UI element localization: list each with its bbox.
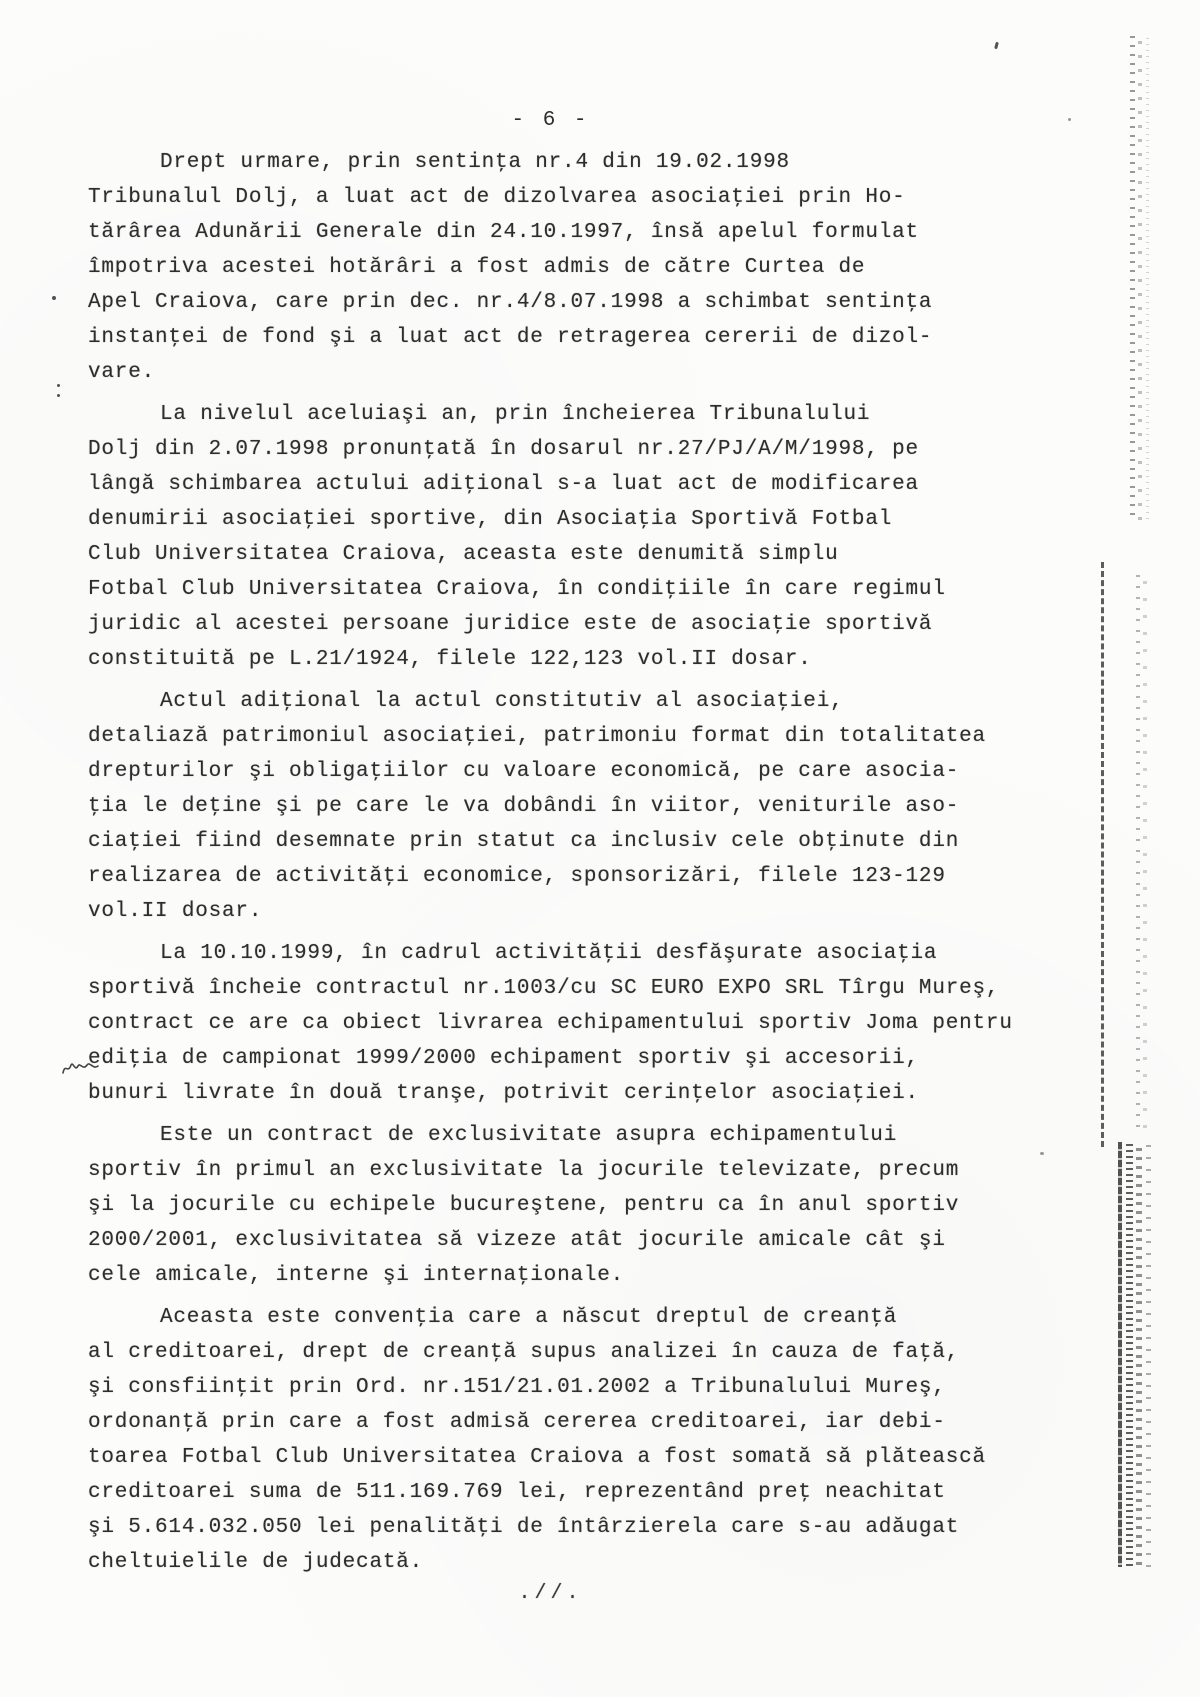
text-line: juridic al acestei persoane juridice este de asociaţie sportivă (88, 613, 933, 636)
scan-speck (994, 42, 999, 50)
text-line: drepturilor şi obligaţiilor cu valoare economică, pe care asocia- (88, 760, 960, 783)
text-line: Drept urmare, prin sentinţa nr.4 din 19.02.1998 (160, 151, 790, 174)
text-line: bunuri livrate în două tranşe, potrivit cerinţelor asociaţiei. (88, 1082, 919, 1105)
scan-speck (57, 394, 60, 397)
text-line: denumirii asociaţiei sportive, din Asociaţia Sportivă Fotbal (88, 508, 893, 531)
scan-artifact-bleedthrough-top (1128, 36, 1152, 521)
scan-artifact-fold-line (1101, 562, 1104, 1147)
scan-speck (1040, 1152, 1044, 1155)
text-line: contract ce are ca obiect livrarea echipamentului sportiv Joma pentru (88, 1012, 1013, 1035)
text-line: lângă schimbarea actului adiţional s-a luat act de modificarea (88, 473, 919, 496)
paragraph (88, 936, 1013, 1111)
paragraph (88, 1118, 1013, 1293)
paragraph (88, 1300, 1013, 1580)
text-line: vare. (88, 361, 156, 384)
page-number: - 6 - (511, 109, 590, 132)
scan-speck (57, 384, 60, 387)
scan-speck (1068, 118, 1071, 121)
text-line: vol.II dosar. (88, 900, 263, 923)
text-line: 2000/2001, exclusivitatea să vizeze atât jocurile amicale cât şi (88, 1229, 946, 1252)
text-line: cheltuielile de judecată. (88, 1551, 424, 1574)
text-line: şi la jocurile cu echipele bucureştene, pentru ca în anul sportiv (88, 1194, 960, 1217)
document-body (88, 145, 1013, 1580)
paragraph (88, 145, 1013, 390)
scan-artifact-bleedthrough-middle (1134, 575, 1150, 1133)
text-line: Actul adiţional la actul constitutiv al asociaţiei, (160, 690, 844, 713)
text-line: Apel Craiova, care prin dec. nr.4/8.07.1998 a schimbat sentinţa (88, 291, 933, 314)
text-line: Este un contract de exclusivitate asupra echipamentului (160, 1124, 898, 1147)
text-line: sportiv în primul an exclusivitate la jocurile televizate, precum (88, 1159, 960, 1182)
continuation-mark: .//. (518, 1582, 583, 1605)
text-line: împotriva acestei hotărâri a fost admis de către Curtea de (88, 256, 866, 279)
text-line: La 10.10.1999, în cadrul activităţii desfăşurate asociaţia (160, 942, 938, 965)
scan-artifact-bleedthrough-bottom (1108, 1142, 1160, 1567)
text-line: cele amicale, interne şi internaţionale. (88, 1264, 625, 1287)
text-line: creditoarei suma de 511.169.769 lei, reprezentând preţ neachitat (88, 1481, 946, 1504)
text-line: ciaţiei fiind desemnate prin statut ca inclusiv cele obţinute din (88, 830, 960, 853)
text-line: Fotbal Club Universitatea Craiova, în condiţiile în care regimul (88, 578, 946, 601)
text-line: tărârea Adunării Generale din 24.10.1997, însă apelul formulat (88, 221, 919, 244)
text-line: Aceasta este convenţia care a născut dreptul de creanţă (160, 1306, 898, 1329)
text-line: La nivelul aceluiaşi an, prin încheierea Tribunalului (160, 403, 871, 426)
text-line: şi consfiinţit prin Ord. nr.151/21.01.2002 a Tribunalului Mureş, (88, 1376, 946, 1399)
document-text-block (88, 103, 1013, 1580)
text-line: ţia le deţine şi pe care le va dobândi în viitor, veniturile aso- (88, 795, 960, 818)
text-line: Club Universitatea Craiova, aceasta este denumită simplu (88, 543, 839, 566)
paragraph (88, 684, 1013, 929)
handwritten-annotation-mark (60, 1058, 108, 1078)
text-line: al creditoarei, drept de creanţă supus analizei în cauza de faţă, (88, 1341, 960, 1364)
text-line: Dolj din 2.07.1998 pronunţată în dosarul nr.27/PJ/A/M/1998, pe (88, 438, 919, 461)
text-line: ediţia de campionat 1999/2000 echipament sportiv şi accesorii, (88, 1047, 919, 1070)
paragraph (88, 397, 1013, 677)
text-line: realizarea de activităţi economice, sponsorizări, filele 123-129 (88, 865, 946, 888)
text-line: ordonanţă prin care a fost admisă cererea creditoarei, iar debi- (88, 1411, 946, 1434)
text-line: instanţei de fond şi a luat act de retragerea cererii de dizol- (88, 326, 933, 349)
text-line: detaliază patrimoniul asociaţiei, patrimoniu format din totalitatea (88, 725, 986, 748)
text-line: Tribunalul Dolj, a luat act de dizolvarea asociaţiei prin Ho- (88, 186, 906, 209)
text-line: şi 5.614.032.050 lei penalităţi de întârzierela care s-au adăugat (88, 1516, 960, 1539)
text-line: sportivă încheie contractul nr.1003/cu SC EURO EXPO SRL Tîrgu Mureş, (88, 977, 1000, 1000)
text-line: constituită pe L.21/1924, filele 122,123 vol.II dosar. (88, 648, 812, 671)
scan-speck (52, 296, 56, 300)
text-line: toarea Fotbal Club Universitatea Craiova a fost somată să plătească (88, 1446, 986, 1469)
